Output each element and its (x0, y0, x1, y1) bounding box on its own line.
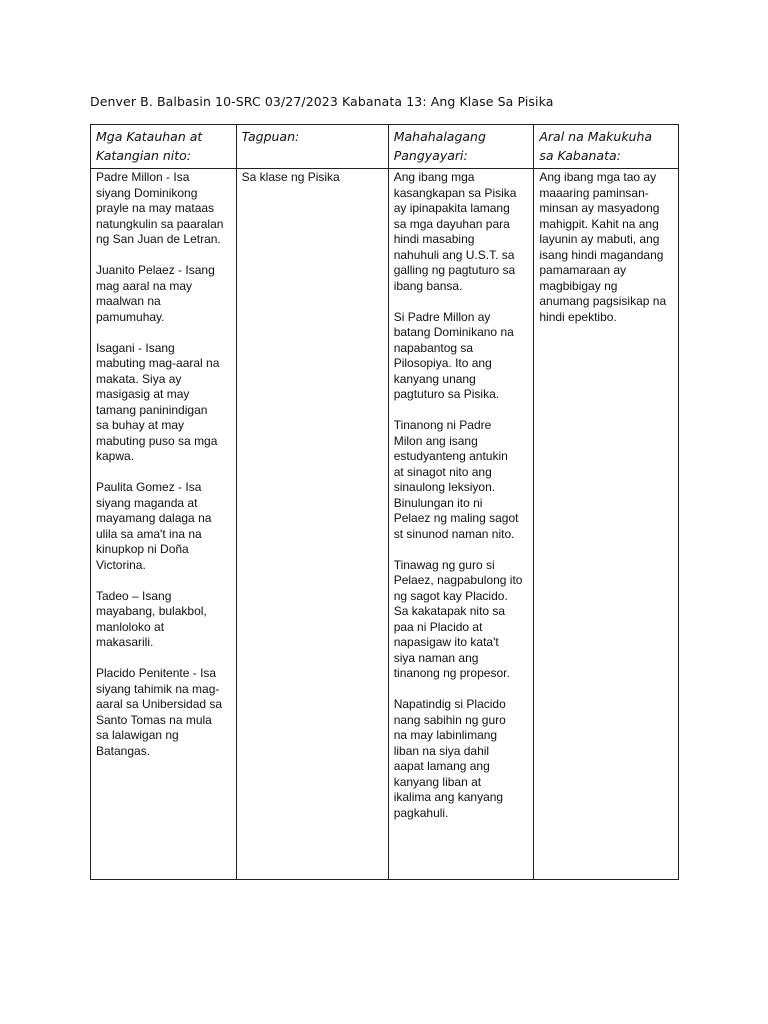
character-entry: Paulita Gomez - Isa siyang maganda at mayamang dalaga na ulila sa ama't ina na kinupkop ni Doña Victorina. (96, 480, 212, 572)
header-lesson: Aral na Makukuha sa Kabanata: (534, 125, 679, 169)
character-entry: Padre Millon - Isa siyang Dominikong prayle na may mataas natungkulin sa paaralan ng San Juan de Letran. (96, 170, 224, 246)
cell-lesson (534, 169, 679, 880)
analysis-table (90, 124, 679, 880)
event-entry: Tinanong ni Padre Milon ang isang estudyanteng antukin at sinagot nito ang sinaulong leksiyon. Binulungan ito ni Pelaez ng maling sagot st sinunod naman nito. (393, 418, 519, 541)
table-row (91, 169, 679, 880)
cell-events (388, 169, 534, 880)
character-entry: Isagani - Isang mabuting mag-aaral na makata. Siya ay masigasig at may tamang paninindigan sa buhay at may mabuting puso sa mga kapwa. (96, 340, 220, 463)
table-header-row (91, 125, 679, 169)
character-entry: Juanito Pelaez - Isang mag aaral na may maalwan na pamumuhay. (96, 263, 215, 324)
event-entry: Napatindig si Placido nang sabihin ng guro na may labinlimang liban na siya dahil aapat lamang ang kanyang liban at ikalima ang kanyang pagkahuli. (393, 697, 506, 820)
cell-characters (91, 169, 237, 880)
setting-text: Sa klase ng Pisika (241, 170, 340, 184)
document-header: Denver B. Balbasin 10-SRC 03/27/2023 Kabanata 13: Ang Klase Sa Pisika (90, 94, 554, 109)
character-entry: Placido Penitente - Isa siyang tahimik na mag- aaral sa Unibersidad sa Santo Tomas na mula sa lalawigan ng Batangas. (96, 666, 223, 758)
event-entry: Ang ibang mga kasangkapan sa Pisika ay ipinapakita lamang sa mga dayuhan para hindi masabing nahuhuli ang U.S.T. sa galling ng pagtuturo sa ibang bansa. (393, 170, 517, 293)
header-events: Mahahalagang Pangyayari: (388, 125, 534, 169)
event-entry: Tinawag ng guro si Pelaez, nagpabulong ito ng sagot kay Placido. Sa kakatapak nito sa paa ni Placido at napasigaw ito kata't siya naman ang tinanong ng propesor. (393, 557, 523, 680)
header-setting: Tagpuan: (236, 125, 388, 169)
cell-setting (236, 169, 388, 880)
event-entry: Si Padre Millon ay batang Dominikano na napabantog sa Pilosopiya. Ito ang kanyang unang pagtuturo sa Pisika. (393, 309, 514, 401)
lesson-text: Ang ibang mga tao ay maaaring paminsan- minsan ay masyadong mahigpit. Kahit na ang layunin ay mabuti, ang isang hindi magandang pamamaraan ay magbibigay ng anumang pagsisikap na hindi epektibo. (539, 170, 667, 324)
header-characters: Mga Katauhan at Katangian nito: (91, 125, 237, 169)
character-entry: Tadeo – Isang mayabang, bulakbol, manloloko at makasarili. (96, 588, 207, 649)
